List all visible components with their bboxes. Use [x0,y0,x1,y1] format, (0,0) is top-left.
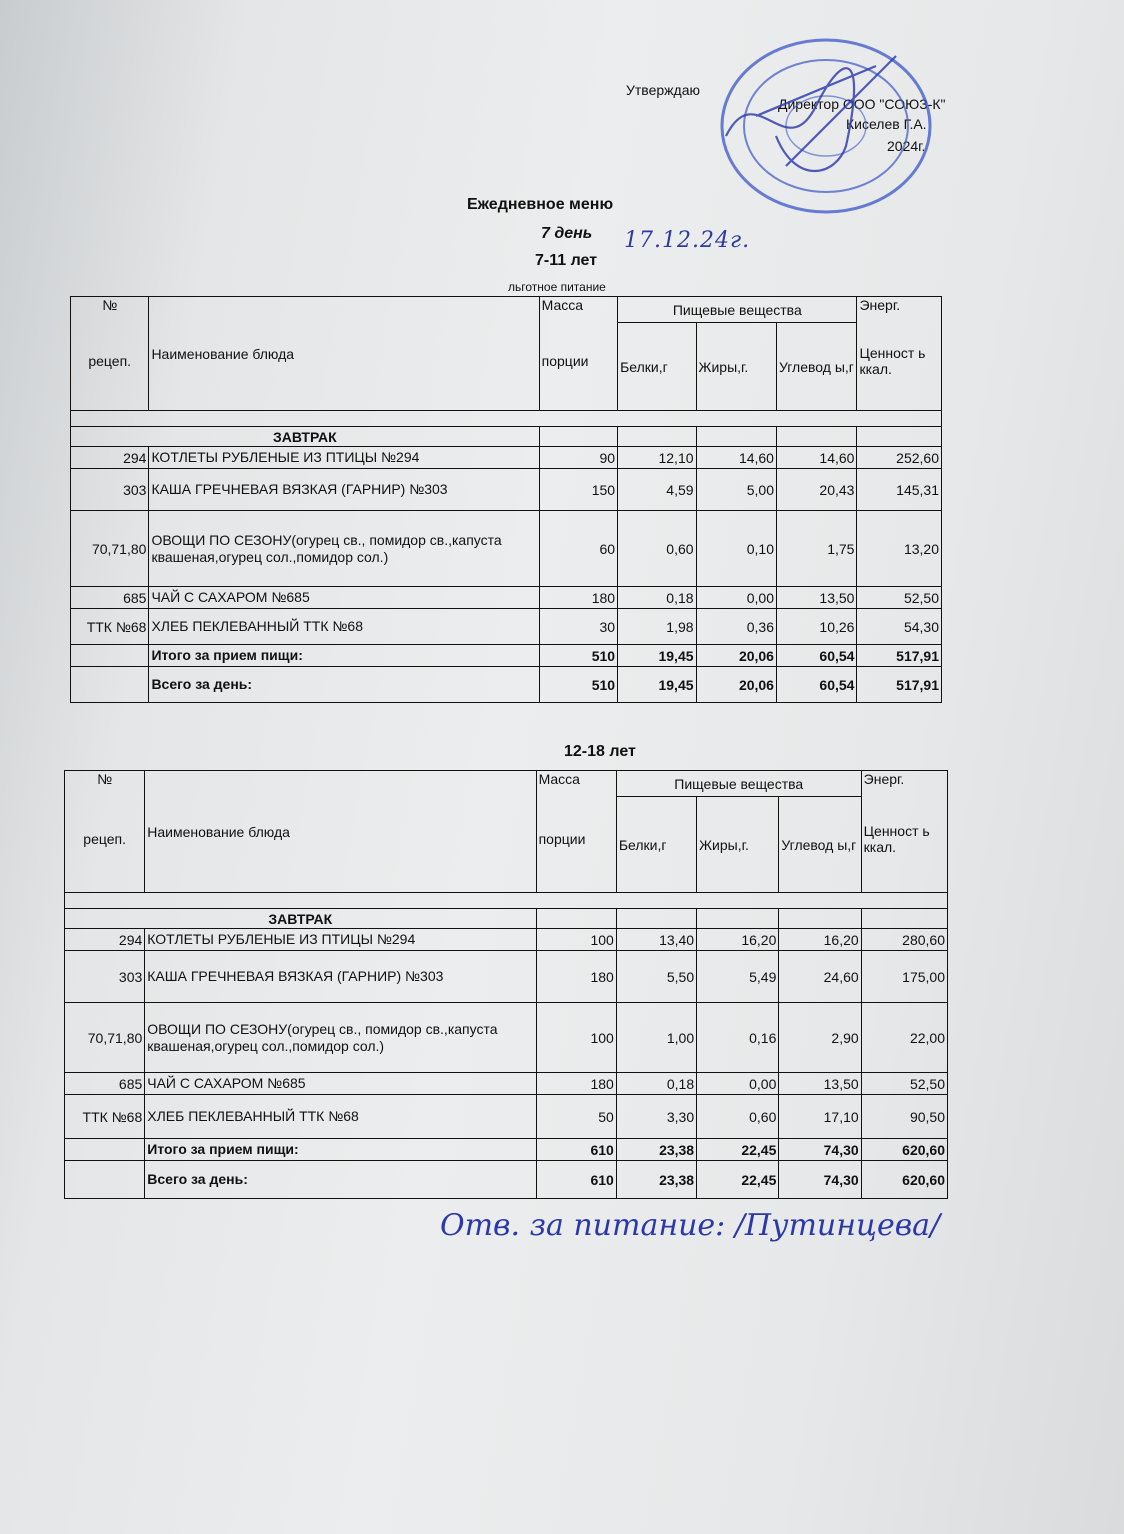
empty-cell [616,909,696,929]
recipe-number: 70,71,80 [65,1003,145,1073]
col-mass-bottom: порции [541,353,589,369]
empty-cell [696,427,776,447]
meal-label: ЗАВТРАК [71,427,540,447]
dish-name: ОВОЩИ ПО СЕЗОНУ(огурец св., помидор св.,капуста квашеная,огурец сол.,помидор сол.) [145,1003,536,1073]
table-row [71,609,942,645]
empty-cell [539,427,617,447]
empty-cell [536,909,616,929]
kcal-value: 175,00 [861,951,947,1003]
col-carbs: Углевод ы,г [779,797,861,893]
carbs-value: 20,43 [776,469,856,511]
col-mass [536,771,616,893]
fat-value: 0,00 [697,1073,779,1095]
empty-cell [65,1139,145,1161]
empty-cell [65,1161,145,1199]
col-recipe-number-top: № [97,771,113,787]
col-mass-top: Масса [541,297,584,313]
empty-cell [697,909,779,929]
col-nutrients: Пищевые вещества [616,771,861,797]
total-day-row [65,1161,948,1199]
age-group-2: 12-18 лет [564,743,636,760]
portion-mass: 180 [536,951,616,1003]
carbs-value: 13,50 [779,1073,861,1095]
fat-value: 14,60 [696,447,776,469]
handwritten-responsible: Отв. за питание: /Путинцева/ [440,1208,941,1243]
total-protein: 19,45 [618,645,696,667]
kcal-value: 280,60 [861,929,947,951]
benefit-label: льготное питание [508,280,606,294]
total-protein: 23,38 [616,1161,696,1199]
empty-cell [861,909,947,929]
dish-name: ЧАЙ С САХАРОМ №685 [149,587,539,609]
company-stamp [696,16,946,216]
portion-mass: 90 [539,447,617,469]
col-nutrients: Пищевые вещества [618,297,857,323]
portion-mass: 150 [539,469,617,511]
total-mass: 610 [536,1139,616,1161]
total-kcal: 517,91 [857,667,942,703]
col-dish-name: Наименование блюда [149,297,539,411]
col-energy-top: Энерг. [859,297,901,313]
kcal-value: 145,31 [857,469,942,511]
spacer-row [65,893,948,909]
carbs-value: 10,26 [776,609,856,645]
total-mass: 610 [536,1161,616,1199]
empty-cell [71,667,149,703]
col-energy [857,297,942,411]
dish-name: ХЛЕБ ПЕКЛЕВАННЫЙ ТТК №68 [145,1095,536,1139]
table-row [65,929,948,951]
fat-value: 0,16 [697,1003,779,1073]
dish-name: КОТЛЕТЫ РУБЛЕНЫЕ ИЗ ПТИЦЫ №294 [145,929,536,951]
table-row [65,951,948,1003]
total-day-label: Всего за день: [145,1161,536,1199]
recipe-number: 685 [71,587,149,609]
fat-value: 5,49 [697,951,779,1003]
total-kcal: 620,60 [861,1161,947,1199]
kcal-value: 54,30 [857,609,942,645]
table-row [71,447,942,469]
col-dish-name: Наименование блюда [145,771,536,893]
dish-name: КОТЛЕТЫ РУБЛЕНЫЕ ИЗ ПТИЦЫ №294 [149,447,539,469]
kcal-value: 13,20 [857,511,942,587]
fat-value: 0,60 [697,1095,779,1139]
portion-mass: 60 [539,511,617,587]
empty-cell [857,427,942,447]
total-meal-label: Итого за прием пищи: [149,645,539,667]
carbs-value: 1,75 [776,511,856,587]
col-fat: Жиры,г. [697,797,779,893]
protein-value: 0,60 [618,511,696,587]
fat-value: 0,36 [696,609,776,645]
total-meal-row [65,1139,948,1161]
approval-director: Директор ООО "СОЮЗ-К" [778,96,946,112]
spacer-row [71,411,942,427]
kcal-value: 52,50 [861,1073,947,1095]
portion-mass: 180 [536,1073,616,1095]
empty-cell [71,645,149,667]
protein-value: 1,98 [618,609,696,645]
menu-day: 7 день [541,225,593,242]
col-recipe-number-top: № [102,297,118,313]
total-mass: 510 [539,645,617,667]
kcal-value: 52,50 [857,587,942,609]
portion-mass: 100 [536,1003,616,1073]
col-energy-bottom: Ценност ь ккал. [863,823,930,855]
approval-year: 2024г. [887,138,926,154]
total-mass: 510 [539,667,617,703]
total-carbs: 60,54 [776,645,856,667]
col-recipe-number [65,771,145,893]
total-fat: 20,06 [696,645,776,667]
dish-name: КАША ГРЕЧНЕВАЯ ВЯЗКАЯ (ГАРНИР) №303 [149,469,539,511]
col-mass-bottom: порции [538,831,586,847]
empty-cell [618,427,696,447]
recipe-number: ТТК №68 [65,1095,145,1139]
empty-cell [779,909,861,929]
total-kcal: 517,91 [857,645,942,667]
col-mass [539,297,617,411]
total-fat: 20,06 [696,667,776,703]
empty-cell [776,427,856,447]
menu-table-12-18 [64,770,948,1199]
protein-value: 3,30 [616,1095,696,1139]
col-energy [861,771,947,893]
kcal-value: 90,50 [861,1095,947,1139]
carbs-value: 17,10 [779,1095,861,1139]
dish-name: ОВОЩИ ПО СЕЗОНУ(огурец св., помидор св.,капуста квашеная,огурец сол.,помидор сол.) [149,511,539,587]
col-protein: Белки,г [616,797,696,893]
fat-value: 0,00 [696,587,776,609]
table-row [65,1073,948,1095]
fat-value: 5,00 [696,469,776,511]
table-row [65,1095,948,1139]
total-fat: 22,45 [697,1161,779,1199]
fat-value: 16,20 [697,929,779,951]
protein-value: 12,10 [618,447,696,469]
portion-mass: 180 [539,587,617,609]
handwritten-date: 17.12.24г. [624,228,751,253]
approval-name: Киселев Г.А. [846,116,927,132]
protein-value: 1,00 [616,1003,696,1073]
table-row [71,587,942,609]
protein-value: 0,18 [618,587,696,609]
total-day-row [71,667,942,703]
carbs-value: 2,90 [779,1003,861,1073]
total-carbs: 74,30 [779,1139,861,1161]
protein-value: 5,50 [616,951,696,1003]
col-recipe-number-bottom: рецеп. [88,353,132,369]
total-meal-label: Итого за прием пищи: [145,1139,536,1161]
total-fat: 22,45 [697,1139,779,1161]
total-carbs: 74,30 [779,1161,861,1199]
recipe-number: 294 [65,929,145,951]
dish-name: ЧАЙ С САХАРОМ №685 [145,1073,536,1095]
protein-value: 0,18 [616,1073,696,1095]
recipe-number: 294 [71,447,149,469]
carbs-value: 16,20 [779,929,861,951]
carbs-value: 14,60 [776,447,856,469]
kcal-value: 252,60 [857,447,942,469]
total-meal-row [71,645,942,667]
table-row [71,511,942,587]
col-protein: Белки,г [618,323,696,411]
total-day-label: Всего за день: [149,667,539,703]
col-fat: Жиры,г. [696,323,776,411]
col-carbs: Углевод ы,г [776,323,856,411]
table-row [65,1003,948,1073]
recipe-number: 303 [71,469,149,511]
recipe-number: ТТК №68 [71,609,149,645]
meal-label: ЗАВТРАК [65,909,537,929]
menu-title: Ежедневное меню [467,196,614,213]
portion-mass: 50 [536,1095,616,1139]
table-row [71,469,942,511]
kcal-value: 22,00 [861,1003,947,1073]
fat-value: 0,10 [696,511,776,587]
total-kcal: 620,60 [861,1139,947,1161]
col-mass-top: Масса [538,771,580,787]
portion-mass: 30 [539,609,617,645]
approval-label: Утверждаю [626,82,700,98]
dish-name: КАША ГРЕЧНЕВАЯ ВЯЗКАЯ (ГАРНИР) №303 [145,951,536,1003]
recipe-number: 685 [65,1073,145,1095]
carbs-value: 13,50 [776,587,856,609]
age-group-1: 7-11 лет [535,252,598,269]
protein-value: 13,40 [616,929,696,951]
col-recipe-number-bottom: рецеп. [83,831,126,847]
menu-table-7-11 [70,296,942,703]
carbs-value: 24,60 [779,951,861,1003]
dish-name: ХЛЕБ ПЕКЛЕВАННЫЙ ТТК №68 [149,609,539,645]
total-protein: 23,38 [616,1139,696,1161]
col-energy-top: Энерг. [863,771,905,787]
protein-value: 4,59 [618,469,696,511]
recipe-number: 303 [65,951,145,1003]
recipe-number: 70,71,80 [71,511,149,587]
portion-mass: 100 [536,929,616,951]
total-carbs: 60,54 [776,667,856,703]
col-recipe-number [71,297,149,411]
col-energy-bottom: Ценност ь ккал. [859,345,926,377]
total-protein: 19,45 [618,667,696,703]
